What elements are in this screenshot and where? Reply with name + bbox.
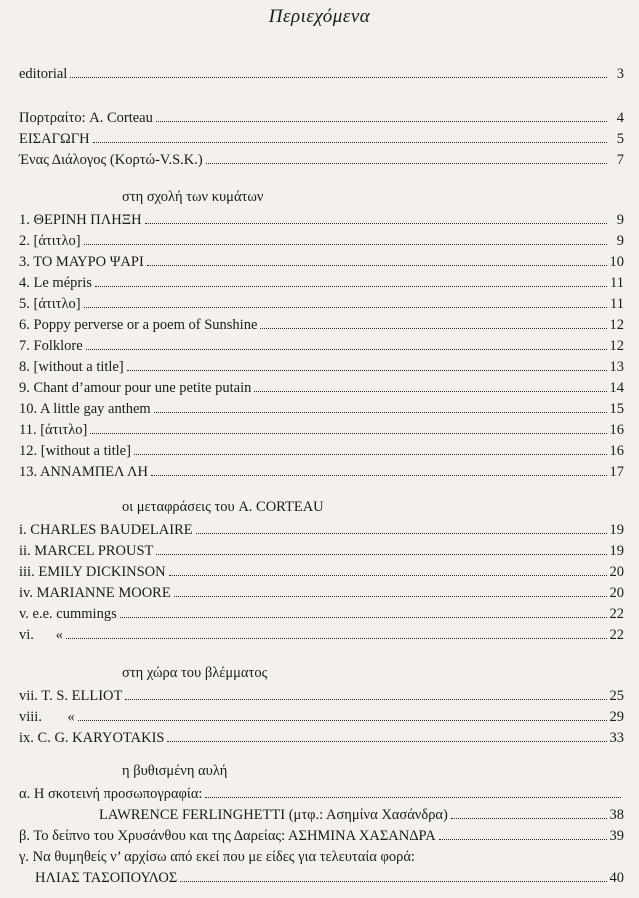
toc-entry-page: 33 — [609, 729, 624, 746]
toc-entry-page: 20 — [609, 563, 624, 580]
toc-entry-page: 22 — [609, 605, 624, 622]
toc-entry-b[interactable] — [19, 822, 624, 843]
toc-entry-page: 38 — [609, 806, 624, 823]
toc-entry-label: 13. ΑΝΝΑΜΠΕΛ ΛΗ — [19, 463, 149, 480]
toc-entry-label: vii. T. S. ELLIOT — [19, 687, 123, 704]
dot-leader — [125, 699, 606, 700]
toc-entry-label: 1. ΘΕΡΙΝΗ ΠΛΗΞΗ — [19, 211, 142, 228]
toc-entry-label: 8. [without a title] — [19, 358, 124, 375]
toc-entry[interactable] — [19, 558, 624, 579]
toc-entry-page: 19 — [609, 542, 624, 559]
dot-leader — [260, 328, 606, 329]
toc-entry-page: 5 — [616, 130, 624, 147]
toc-entry-page: 11 — [610, 295, 624, 312]
toc-entry-label: 7. Folklore — [19, 337, 83, 354]
toc-entry[interactable] — [19, 227, 624, 248]
toc-entry[interactable] — [19, 374, 624, 395]
toc-entry-a-line1[interactable] — [19, 780, 624, 801]
toc-entry-page: 12 — [609, 316, 624, 333]
toc-section-gaze — [19, 660, 624, 745]
toc-entry-page: 13 — [609, 358, 624, 375]
toc-entry-label: 12. [without a title] — [19, 442, 131, 459]
page-title: Περιεχόμενα — [268, 6, 371, 27]
toc-entry-label: γ. Να θυμηθείς ν’ αρχίσω από εκεί που με είδες για τελευταία φορά: — [19, 848, 415, 865]
toc-entry-page: 19 — [609, 521, 624, 538]
toc-entry[interactable] — [19, 332, 624, 353]
toc-entry-label: editorial — [19, 65, 68, 82]
dot-leader — [145, 223, 607, 224]
toc-entry-label: v. e.e. cummings — [19, 605, 117, 622]
toc-entry-label: Πορτραίτο: A. Corteau — [19, 109, 153, 126]
toc-entry[interactable] — [19, 248, 624, 269]
toc-entry-page: 16 — [609, 442, 624, 459]
dot-leader — [84, 307, 607, 308]
toc-entry[interactable] — [19, 416, 624, 437]
toc-entry-label: iv. MARIANNE MOORE — [19, 584, 171, 601]
toc-entry[interactable] — [19, 125, 624, 146]
toc-section-translations — [19, 494, 624, 642]
toc-block-intro — [19, 104, 624, 167]
toc-entry-page: 11 — [610, 274, 624, 291]
toc-entry-page: 7 — [616, 151, 624, 168]
toc-entry-page: 25 — [609, 687, 624, 704]
section-heading: οι μεταφράσεις του A. CORTEAU — [122, 499, 324, 515]
toc-entry-page: 16 — [609, 421, 624, 438]
toc-block-editorial — [19, 60, 624, 81]
toc-entry-label: ii. MARCEL PROUST — [19, 542, 154, 559]
toc-entry[interactable] — [19, 311, 624, 332]
toc-entry-c-line1[interactable] — [19, 843, 624, 864]
toc-entry-page: 17 — [609, 463, 624, 480]
toc-entry[interactable] — [19, 269, 624, 290]
toc-entry[interactable] — [19, 703, 624, 724]
dot-leader — [127, 370, 607, 371]
dot-leader — [78, 720, 607, 721]
toc-entry[interactable] — [19, 516, 624, 537]
dot-leader — [254, 391, 606, 392]
dot-leader — [451, 818, 607, 819]
toc-entry-label: iii. EMILY DICKINSON — [19, 563, 166, 580]
toc-entry[interactable] — [19, 60, 624, 81]
dot-leader — [169, 575, 607, 576]
toc-entry-label: ΗΛΙΑΣ ΤΑΣΟΠΟΥΛΟΣ — [35, 869, 178, 886]
dot-leader — [70, 77, 607, 78]
dot-leader — [196, 533, 607, 534]
toc-entry-page: 10 — [609, 253, 624, 270]
toc-entry-label: LAWRENCE FERLINGHETTI (μτφ.: Ασημίνα Χασάνδρα) — [99, 806, 448, 823]
toc-entry[interactable] — [19, 437, 624, 458]
toc-entry[interactable] — [19, 146, 624, 167]
toc-entry-a-line2[interactable] — [19, 801, 624, 822]
toc-entry[interactable] — [19, 458, 624, 479]
section-heading: στη σχολή των κυμάτων — [122, 189, 264, 205]
toc-entry-page: 3 — [616, 65, 624, 82]
toc-entry-page: 22 — [609, 626, 624, 643]
dot-leader — [84, 244, 607, 245]
dot-leader — [174, 596, 607, 597]
toc-entry[interactable] — [19, 104, 624, 125]
toc-entry-page: 20 — [609, 584, 624, 601]
dot-leader — [95, 286, 607, 287]
toc-entry-label: vi. « — [19, 626, 63, 643]
dot-leader — [147, 265, 607, 266]
dot-leader — [120, 617, 607, 618]
toc-entry-label: viii. « — [19, 708, 75, 725]
toc-entry[interactable] — [19, 290, 624, 311]
dot-leader — [86, 349, 607, 350]
toc-entry-page: 12 — [609, 337, 624, 354]
dot-leader — [93, 142, 607, 143]
toc-entry-label: β. Το δείπνο του Χρυσάνθου και της Δαρείας: ΑΣΗΜΙΝΑ ΧΑΣΑΝΔΡΑ — [19, 827, 436, 844]
toc-entry-page: 15 — [609, 400, 624, 417]
toc-entry-label: ix. C. G. KARYOTAKIS — [19, 729, 165, 746]
toc-entry-page: 29 — [609, 708, 624, 725]
toc-entry[interactable] — [19, 537, 624, 558]
toc-entry-page: 9 — [616, 211, 624, 228]
toc-entry-page: 9 — [616, 232, 624, 249]
toc-entry-page: 14 — [609, 379, 624, 396]
dot-leader — [154, 412, 607, 413]
dot-leader — [167, 741, 606, 742]
toc-entry[interactable] — [19, 600, 624, 621]
toc-entry-label: ΕΙΣΑΓΩΓΗ — [19, 130, 90, 147]
toc-entry-page: 40 — [609, 869, 624, 886]
dot-leader — [151, 475, 606, 476]
section-heading: στη χώρα του βλέμματος — [122, 665, 268, 681]
toc-entry-label: i. CHARLES BAUDELAIRE — [19, 521, 193, 538]
toc-entry-label: 11. [άτιτλο] — [19, 421, 88, 438]
toc-section-waves — [19, 184, 624, 479]
dot-leader — [439, 839, 607, 840]
toc-entry-label: 4. Le mépris — [19, 274, 92, 291]
dot-leader — [156, 554, 606, 555]
toc-entry-label: 3. ΤΟ ΜΑΥΡΟ ΨΑΡΙ — [19, 253, 144, 270]
toc-entry-c-line2[interactable] — [19, 864, 624, 885]
dot-leader — [90, 433, 606, 434]
toc-entry[interactable] — [19, 206, 624, 227]
toc-entry[interactable] — [19, 724, 624, 745]
toc-entry-page: 4 — [616, 109, 624, 126]
toc-entry[interactable] — [19, 353, 624, 374]
toc-entry-label: 2. [άτιτλο] — [19, 232, 81, 249]
toc-entry[interactable] — [19, 682, 624, 703]
toc-entry-label: α. Η σκοτεινή προσωπογραφία: — [19, 785, 203, 802]
dot-leader — [206, 163, 607, 164]
toc-entry[interactable] — [19, 395, 624, 416]
section-heading: η βυθισμένη αυλή — [122, 763, 228, 779]
dot-leader — [66, 638, 607, 639]
toc-entry[interactable] — [19, 579, 624, 600]
spacer — [205, 797, 621, 798]
toc-entry-page: 39 — [609, 827, 624, 844]
dot-leader — [156, 121, 607, 122]
dot-leader — [134, 454, 607, 455]
toc-entry[interactable] — [19, 621, 624, 642]
toc-entry-label: 9. Chant d’amour pour une petite putain — [19, 379, 252, 396]
toc-entry-label: 10. A little gay anthem — [19, 400, 151, 417]
dot-leader — [180, 881, 606, 882]
toc-section-sunken-yard — [19, 758, 624, 885]
toc-entry-label: 5. [άτιτλο] — [19, 295, 81, 312]
toc-entry-label: Ένας Διάλογος (Κορτώ-V.S.K.) — [19, 151, 203, 168]
toc-entry-label: 6. Poppy perverse or a poem of Sunshine — [19, 316, 258, 333]
